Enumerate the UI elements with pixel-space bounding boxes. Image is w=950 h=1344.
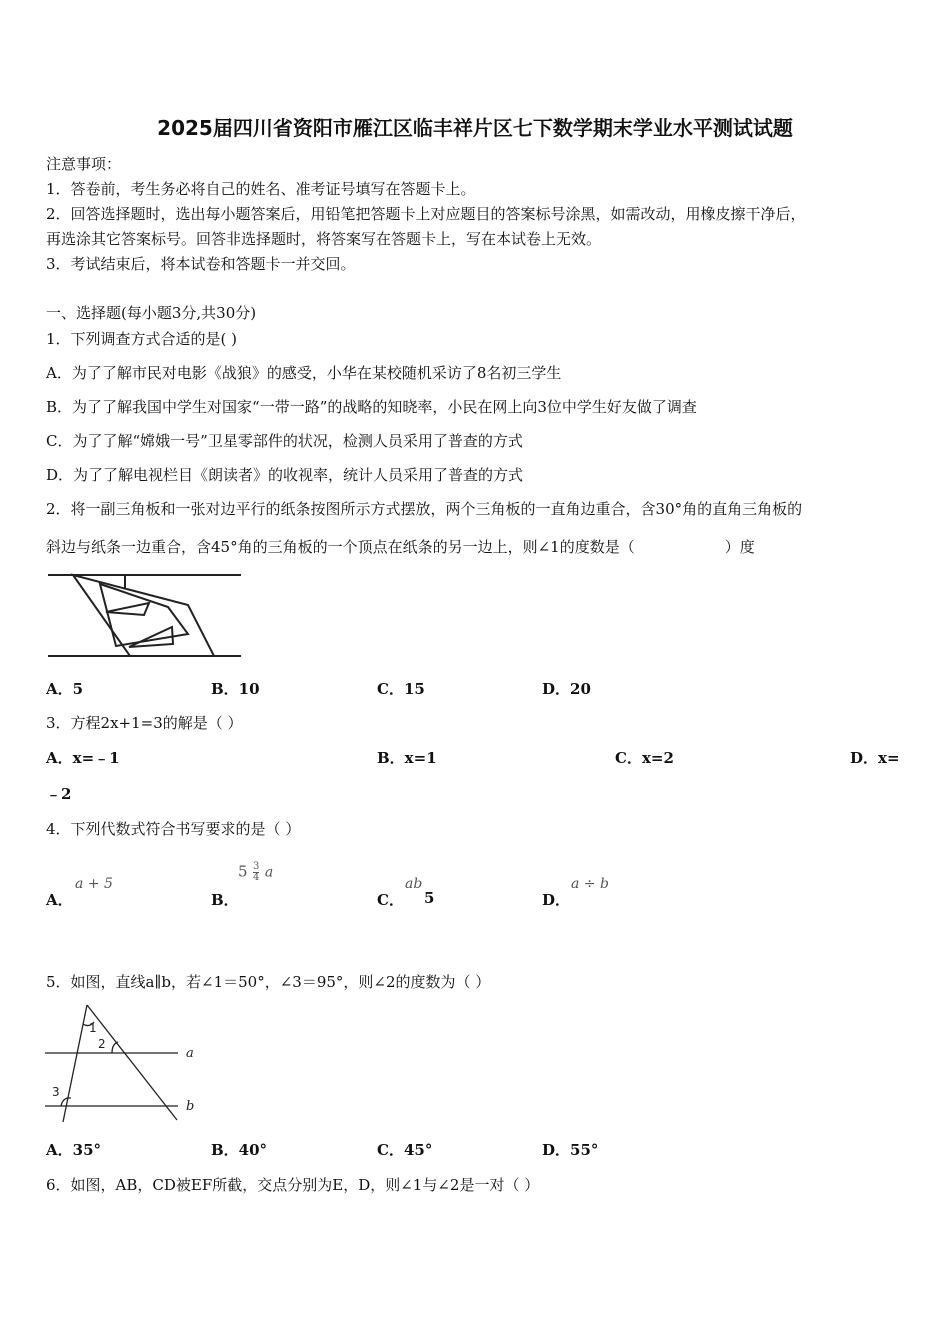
notice-item-3: 3．考试结束后，将本试卷和答题卡一并交回。 — [46, 255, 356, 273]
q4-stem: 4．下列代数式符合书写要求的是（ ） — [46, 820, 301, 838]
q4-formula-b — [238, 862, 273, 883]
q4-formula-c: ab — [405, 876, 423, 892]
q5-line-label-b: b — [186, 1099, 195, 1114]
q2-stem-line-1: 2．将一副三角板和一张对边平行的纸条按图所示方式摆放，两个三角板的一直角边重合，含30°角的直角三角板的 — [46, 500, 803, 518]
q4-option-c: C． — [377, 891, 404, 909]
q1-stem: 1．下列调查方式合适的是( ) — [46, 330, 238, 348]
q3-option-a: A．x=﹣1 — [46, 749, 120, 767]
q5-option-b: B．40° — [211, 1141, 268, 1159]
q2-option-b: B．10 — [211, 680, 260, 698]
q5-angle-label-1: 1 — [89, 1021, 97, 1035]
q4-option-c-suffix: 5 — [424, 889, 435, 907]
q1-option-d: D．为了了解电视栏目《朗读者》的收视率，统计人员采用了普查的方式 — [46, 466, 524, 484]
q5-option-d: D．55° — [542, 1141, 599, 1159]
q3-stem: 3．方程2x+1=3的解是（ ） — [46, 714, 243, 732]
q5-figure-parallel-lines — [40, 998, 210, 1126]
q5-line-label-a: a — [186, 1046, 194, 1061]
q4-option-d: D． — [542, 891, 571, 909]
q2-stem-line-2a: 斜边与纸条一边重合，含45°角的三角板的一个顶点在纸条的另一边上，则∠1的度数是（ — [46, 538, 635, 556]
q4-formula-b-integer: 5 — [238, 862, 248, 881]
q2-option-a: A．5 — [46, 680, 84, 698]
q1-option-b: B．为了了解我国中学生对国家“一带一路”的战略的知晓率，小民在网上向3位中学生好友做了调查 — [46, 398, 697, 416]
q1-option-a: A．为了了解市民对电影《战狼》的感受，小华在某校随机采访了8名初三学生 — [46, 364, 562, 382]
section-heading: 一、选择题(每小题3分,共30分) — [46, 304, 257, 322]
notice-item-1: 1．答卷前，考生务必将自己的姓名、准考证号填写在答题卡上。 — [46, 180, 476, 198]
q4-option-b: B． — [211, 891, 239, 909]
q4-formula-a: a + 5 — [75, 876, 113, 892]
q4-formula-d: a ÷ b — [571, 876, 609, 892]
q3-option-d: D．x= — [850, 749, 900, 767]
q5-angle-label-2: 2 — [98, 1037, 106, 1051]
q2-figure-triangle-set — [46, 568, 244, 663]
q5-angle-label-3: 3 — [52, 1085, 60, 1099]
q4-formula-b-variable: a — [264, 864, 274, 881]
q3-option-c: C．x=2 — [615, 749, 674, 767]
q3-option-d-continued: ﹣2 — [46, 785, 72, 803]
q5-option-c: C．45° — [377, 1141, 433, 1159]
q5-option-a: A．35° — [46, 1141, 102, 1159]
q2-stem-line-2b: ）度 — [724, 538, 755, 556]
q1-option-c: C．为了了解“嫦娥一号”卫星零部件的状况，检测人员采用了普查的方式 — [46, 432, 523, 450]
notice-item-2-line-1: 2．回答选择题时，选出每小题答案后，用铅笔把答题卡上对应题目的答案标号涂黑，如需改动，用橡皮擦干净后， — [46, 205, 806, 223]
q3-option-b: B．x=1 — [377, 749, 437, 767]
page-title: 2025届四川省资阳市雁江区临丰祥片区七下数学期末学业水平测试试题 — [157, 116, 793, 140]
q4-option-a: A． — [46, 891, 73, 909]
notice-heading: 注意事项： — [46, 155, 122, 173]
q2-option-d: D．20 — [542, 680, 591, 698]
notice-item-2-line-2: 再选涂其它答案标号。回答非选择题时，将答案写在答题卡上，写在本试卷上无效。 — [46, 230, 602, 248]
q2-option-c: C．15 — [377, 680, 425, 698]
q6-stem: 6．如图，AB，CD被EF所截，交点分别为E，D，则∠1与∠2是一对（ ） — [46, 1176, 540, 1194]
q4-formula-b-numerator: 3 — [253, 861, 260, 872]
q2-stem-line-2 — [46, 536, 755, 557]
q5-stem: 5．如图，直线a∥b，若∠1＝50°，∠3＝95°，则∠2的度数为（ ） — [46, 973, 491, 991]
q4-formula-b-denominator: 4 — [253, 872, 260, 883]
